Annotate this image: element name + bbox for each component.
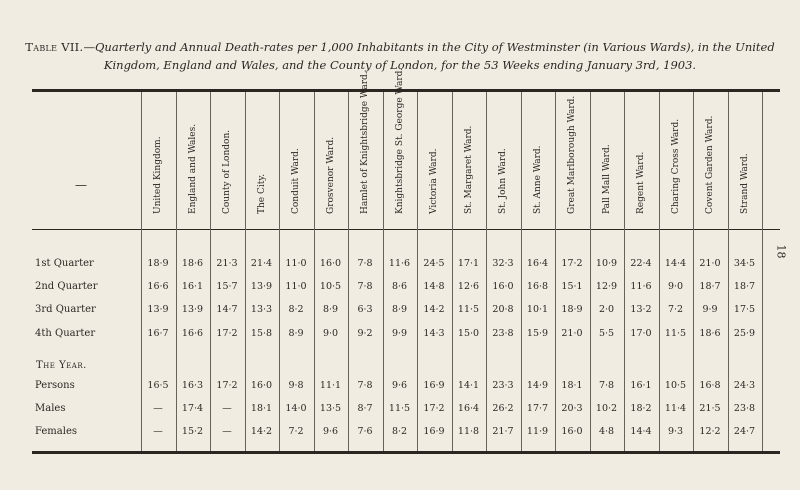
table-cell: 16·8 [699, 380, 721, 391]
table-cell: 8·9 [288, 328, 304, 339]
table-cell: 11·6 [630, 281, 652, 292]
table-cell: 34·5 [733, 258, 756, 269]
row-label: Persons [35, 380, 75, 391]
table-cell: 18·9 [147, 258, 169, 269]
table-cell: 9·2 [357, 328, 373, 339]
column-header [624, 96, 659, 224]
table-cell: 32·3 [492, 258, 514, 269]
column-header-label: County of London. [222, 129, 233, 214]
table-cell: 21·4 [250, 258, 273, 269]
table-cell: 21·0 [699, 258, 721, 269]
table-cell: 9·9 [391, 328, 408, 339]
table-cell: — [153, 403, 163, 414]
table-cell: 20·8 [492, 304, 514, 315]
table-cell: 17·4 [181, 403, 204, 414]
table-cell: 8·2 [288, 304, 304, 315]
table-cell: 9·0 [322, 328, 339, 339]
table-cell: 7·8 [357, 258, 373, 269]
table-cell: 17·2 [561, 258, 583, 269]
table-cell: 12·6 [457, 281, 480, 292]
table-cell: — [222, 426, 232, 437]
table-cell: 7·2 [667, 304, 684, 315]
column-header-label: Covent Garden Ward. [705, 115, 716, 214]
table-cell: 16·9 [423, 380, 445, 391]
column-header [659, 96, 694, 224]
table-cell: 11·0 [285, 281, 307, 292]
column-header [521, 96, 556, 224]
table-cell: 17·2 [216, 328, 238, 339]
table-cell: 7·6 [357, 426, 373, 437]
table-cell: 14·9 [526, 380, 549, 391]
table-cell: 17·2 [423, 403, 445, 414]
column-header-label: Hamlet of Knightsbridge Ward. [360, 71, 371, 214]
column-header [348, 71, 383, 224]
table-cell: 23·3 [492, 380, 514, 391]
table-cell: 21·3 [216, 258, 238, 269]
page-number: 18 [774, 244, 788, 259]
table-cell: 9·3 [667, 426, 684, 437]
column-header [383, 67, 418, 224]
table-cell: 18·2 [630, 403, 652, 414]
column-header [314, 96, 349, 224]
table-cell: — [153, 426, 163, 437]
table-cell: 14·3 [423, 328, 445, 339]
column-header [279, 96, 314, 224]
table-cell: 17·1 [457, 258, 480, 269]
table-cell: 16·1 [181, 281, 204, 292]
table-cell: 14·2 [250, 426, 273, 437]
table-cell: 8·2 [391, 426, 408, 437]
table-cell: 15·0 [457, 328, 480, 339]
column-header [452, 96, 487, 224]
table-cell: 11·8 [457, 426, 480, 437]
table-cell: 17·5 [733, 304, 756, 315]
column-header-label: Victoria Ward. [429, 148, 440, 214]
table-cell: 11·0 [285, 258, 307, 269]
table-cell: 17·7 [526, 403, 549, 414]
table-cell: 13·9 [181, 304, 204, 315]
table-cell: 16·8 [526, 281, 549, 292]
table-cell: 11·5 [664, 328, 687, 339]
row-label: 4th Quarter [35, 328, 96, 339]
table-cell: 13·3 [250, 304, 273, 315]
table-cell: 25·9 [733, 328, 756, 339]
column-header [728, 96, 763, 224]
column-header [210, 96, 245, 224]
table-cell: 18·9 [561, 304, 583, 315]
table-cell: 8·6 [391, 281, 408, 292]
table-cell: 18·6 [699, 328, 721, 339]
column-header-label: The City. [256, 173, 267, 214]
column-header-label: Charing Cross Ward. [670, 118, 681, 214]
table-cell: 15·7 [216, 281, 238, 292]
table-cell: 16·4 [457, 403, 480, 414]
table-cell: 15·1 [561, 281, 583, 292]
column-header [693, 96, 728, 224]
row-label: 1st Quarter [35, 258, 94, 269]
table-cell: 7·8 [357, 281, 373, 292]
table-cell: 9·0 [667, 281, 684, 292]
table-cell: 15·8 [250, 328, 273, 339]
column-header [417, 96, 452, 224]
table-cell: 21·0 [561, 328, 583, 339]
column-header [245, 96, 280, 224]
table-cell: 7·8 [598, 380, 615, 391]
table-cell: 14·4 [664, 258, 687, 269]
table-cell: 24·7 [733, 426, 756, 437]
table-cell: 23·8 [492, 328, 514, 339]
table-cell: 16·9 [423, 426, 445, 437]
table-cell: 12·9 [595, 281, 618, 292]
table-cell: 18·1 [561, 380, 583, 391]
table-cell: 16·3 [181, 380, 204, 391]
table-cell: 11·5 [457, 304, 480, 315]
table-cell: 9·8 [288, 380, 304, 391]
table-cell: 8·9 [322, 304, 339, 315]
table-cell: 24·5 [423, 258, 445, 269]
table-cell: 18·6 [181, 258, 204, 269]
table-cell: 6·3 [357, 304, 373, 315]
column-header [176, 96, 211, 224]
section-label-year: The Year. [36, 360, 87, 371]
table-cell: 21·7 [492, 426, 514, 437]
table-cell: 23·8 [733, 403, 756, 414]
table-cell: 16·0 [319, 258, 342, 269]
table-cell: 9·9 [702, 304, 718, 315]
table-cell: 16·0 [561, 426, 583, 437]
table-cell: 7·2 [288, 426, 304, 437]
bottom-rule [32, 451, 780, 454]
column-header [590, 96, 625, 224]
table-cell: 9·6 [391, 380, 408, 391]
table-cell: 18·7 [733, 281, 756, 292]
column-header-label: St. Anne Ward. [532, 145, 543, 214]
table-cell: 16·6 [147, 281, 169, 292]
column-header-label: Conduit Ward. [291, 148, 302, 214]
table-cell: 5·5 [598, 328, 615, 339]
table-cell: 16·5 [147, 380, 169, 391]
column-header-label: Knightsbridge St. George Ward. [394, 67, 405, 214]
table-cell: 14·2 [423, 304, 445, 315]
column-header-label: St. Margaret Ward. [463, 125, 474, 214]
header-stub: — [75, 178, 87, 192]
table-cell: 16·7 [147, 328, 169, 339]
table-cell: 2·0 [598, 304, 615, 315]
column-header-label: United Kingdom. [153, 136, 164, 214]
table-cell: 10·2 [595, 403, 618, 414]
column-header-label: Regent Ward. [636, 151, 647, 214]
column-header-label: St. John Ward. [498, 148, 509, 214]
table-cell: 14·1 [457, 380, 480, 391]
column-header-label: Pall Mall Ward. [601, 144, 612, 214]
table-cell: 13·2 [630, 304, 652, 315]
column-header-label: Strand Ward. [739, 153, 750, 214]
top-rule [32, 89, 780, 92]
table-cell: 13·9 [250, 281, 273, 292]
table-cell: 10·5 [664, 380, 687, 391]
table-title: —Quarterly and Annual Death-rates per 1,000 Inhabitants in the City of Westminster (in Various Wards), in the United Kingdom, England and Wales, and the County of London, for the 53 Weeks ending January 3rd, 1903. [83, 40, 775, 72]
table-cell: 10·5 [319, 281, 342, 292]
table-cell: 7·8 [357, 380, 373, 391]
table-cell: 14·7 [216, 304, 238, 315]
table-cell: 11·6 [388, 258, 411, 269]
column-header-label: Great Marlborough Ward. [567, 95, 578, 214]
table-cell: 16·1 [630, 380, 652, 391]
table-cell: 9·6 [322, 426, 339, 437]
table-cell: 22·4 [630, 258, 652, 269]
table-cell: 14·4 [630, 426, 652, 437]
table-cell: 20·3 [561, 403, 583, 414]
column-header [141, 96, 176, 224]
table-cell: 17·0 [630, 328, 652, 339]
table-cell: 16·0 [250, 380, 273, 391]
table-cell: 13·5 [319, 403, 342, 414]
column-header-label: Grosvenor Ward. [325, 136, 336, 214]
table-cell: 18·7 [699, 281, 721, 292]
table-cell: 15·9 [526, 328, 549, 339]
table-cell: 21·5 [699, 403, 721, 414]
table-number: Table VII. [25, 40, 84, 54]
table-cell: 8·9 [391, 304, 408, 315]
row-label: 2nd Quarter [35, 281, 98, 292]
table-cell: 11·4 [664, 403, 687, 414]
column-header-label: England and Wales. [187, 123, 198, 214]
table-cell: 26·2 [492, 403, 514, 414]
column-divider [762, 92, 763, 451]
table-cell: 16·6 [181, 328, 204, 339]
table-cell: 10·9 [595, 258, 618, 269]
table-cell: 11·9 [526, 426, 549, 437]
table-cell: 8·7 [357, 403, 373, 414]
table-cell: 16·0 [492, 281, 514, 292]
table-cell: 11·1 [319, 380, 342, 391]
header-rule [32, 229, 780, 230]
column-header [486, 96, 521, 224]
column-header [555, 96, 590, 224]
row-label: 3rd Quarter [35, 304, 96, 315]
table-cell: 15·2 [181, 426, 204, 437]
table-cell: 14·0 [285, 403, 307, 414]
table-cell: 24·3 [733, 380, 756, 391]
row-label: Males [35, 403, 66, 414]
table-cell: 10·1 [526, 304, 549, 315]
table-cell: 11·5 [388, 403, 411, 414]
table-cell: 12·2 [699, 426, 721, 437]
table-cell: 17·2 [216, 380, 238, 391]
table-cell: 13·9 [147, 304, 169, 315]
table-cell: 18·1 [250, 403, 273, 414]
table-cell: 14·8 [423, 281, 445, 292]
row-label: Females [35, 426, 78, 437]
table-cell: — [222, 403, 232, 414]
table-cell: 4·8 [598, 426, 615, 437]
table-cell: 16·4 [526, 258, 549, 269]
